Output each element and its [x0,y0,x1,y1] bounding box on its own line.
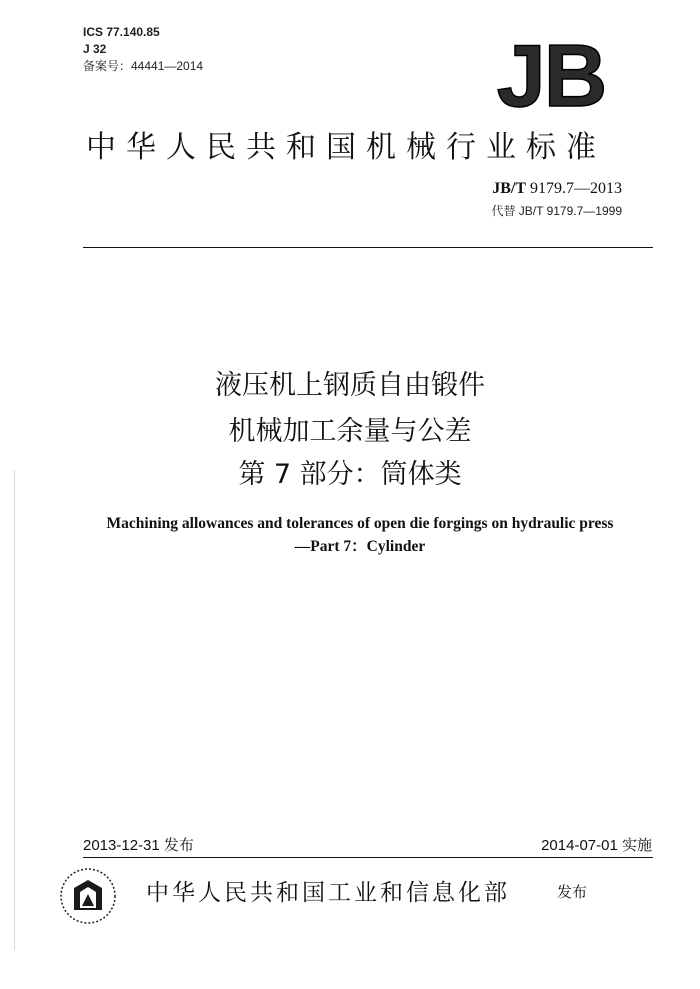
ministry-seal-icon [58,866,118,926]
classification-block [83,24,203,75]
issuing-authority-suffix: 发布 [557,883,588,901]
publish-date: 2013-12-31 发布 [83,837,194,854]
filing-number: 备案号：44441—2014 [83,59,204,73]
cn-title-line-2: 机械加工余量与公差 [228,416,472,447]
standard-type-heading: 中华人民共和国机械行业标准 [86,130,606,165]
implement-date: 2014-07-01 实施 [541,837,652,854]
top-divider [83,247,653,248]
cn-title-line-1: 液压机上钢质自由锻件 [215,370,485,401]
replaces-standard: 代替 JB/T 9179.7—1999 [491,204,622,218]
standard-number-value: 9179.7—2013 [526,180,622,197]
jb-logo-text: JB [496,36,606,112]
ics-code: ICS 77.140.85 [83,25,160,39]
class-code: J 32 [83,42,107,56]
cn-title-line-3: 第 7 部分：筒体类 [238,459,462,490]
standard-number [492,180,622,198]
jb-logo-icon [488,36,614,112]
en-title-line-2: —Part 7：Cylinder [294,538,426,555]
standard-number-prefix: JB/T [492,180,526,197]
issuing-authority: 中华人民共和国工业和信息化部 [146,880,510,906]
en-title-line-1: Machining allowances and tolerances of open die forgings on hydraulic press [106,515,614,532]
bottom-divider [83,857,653,858]
